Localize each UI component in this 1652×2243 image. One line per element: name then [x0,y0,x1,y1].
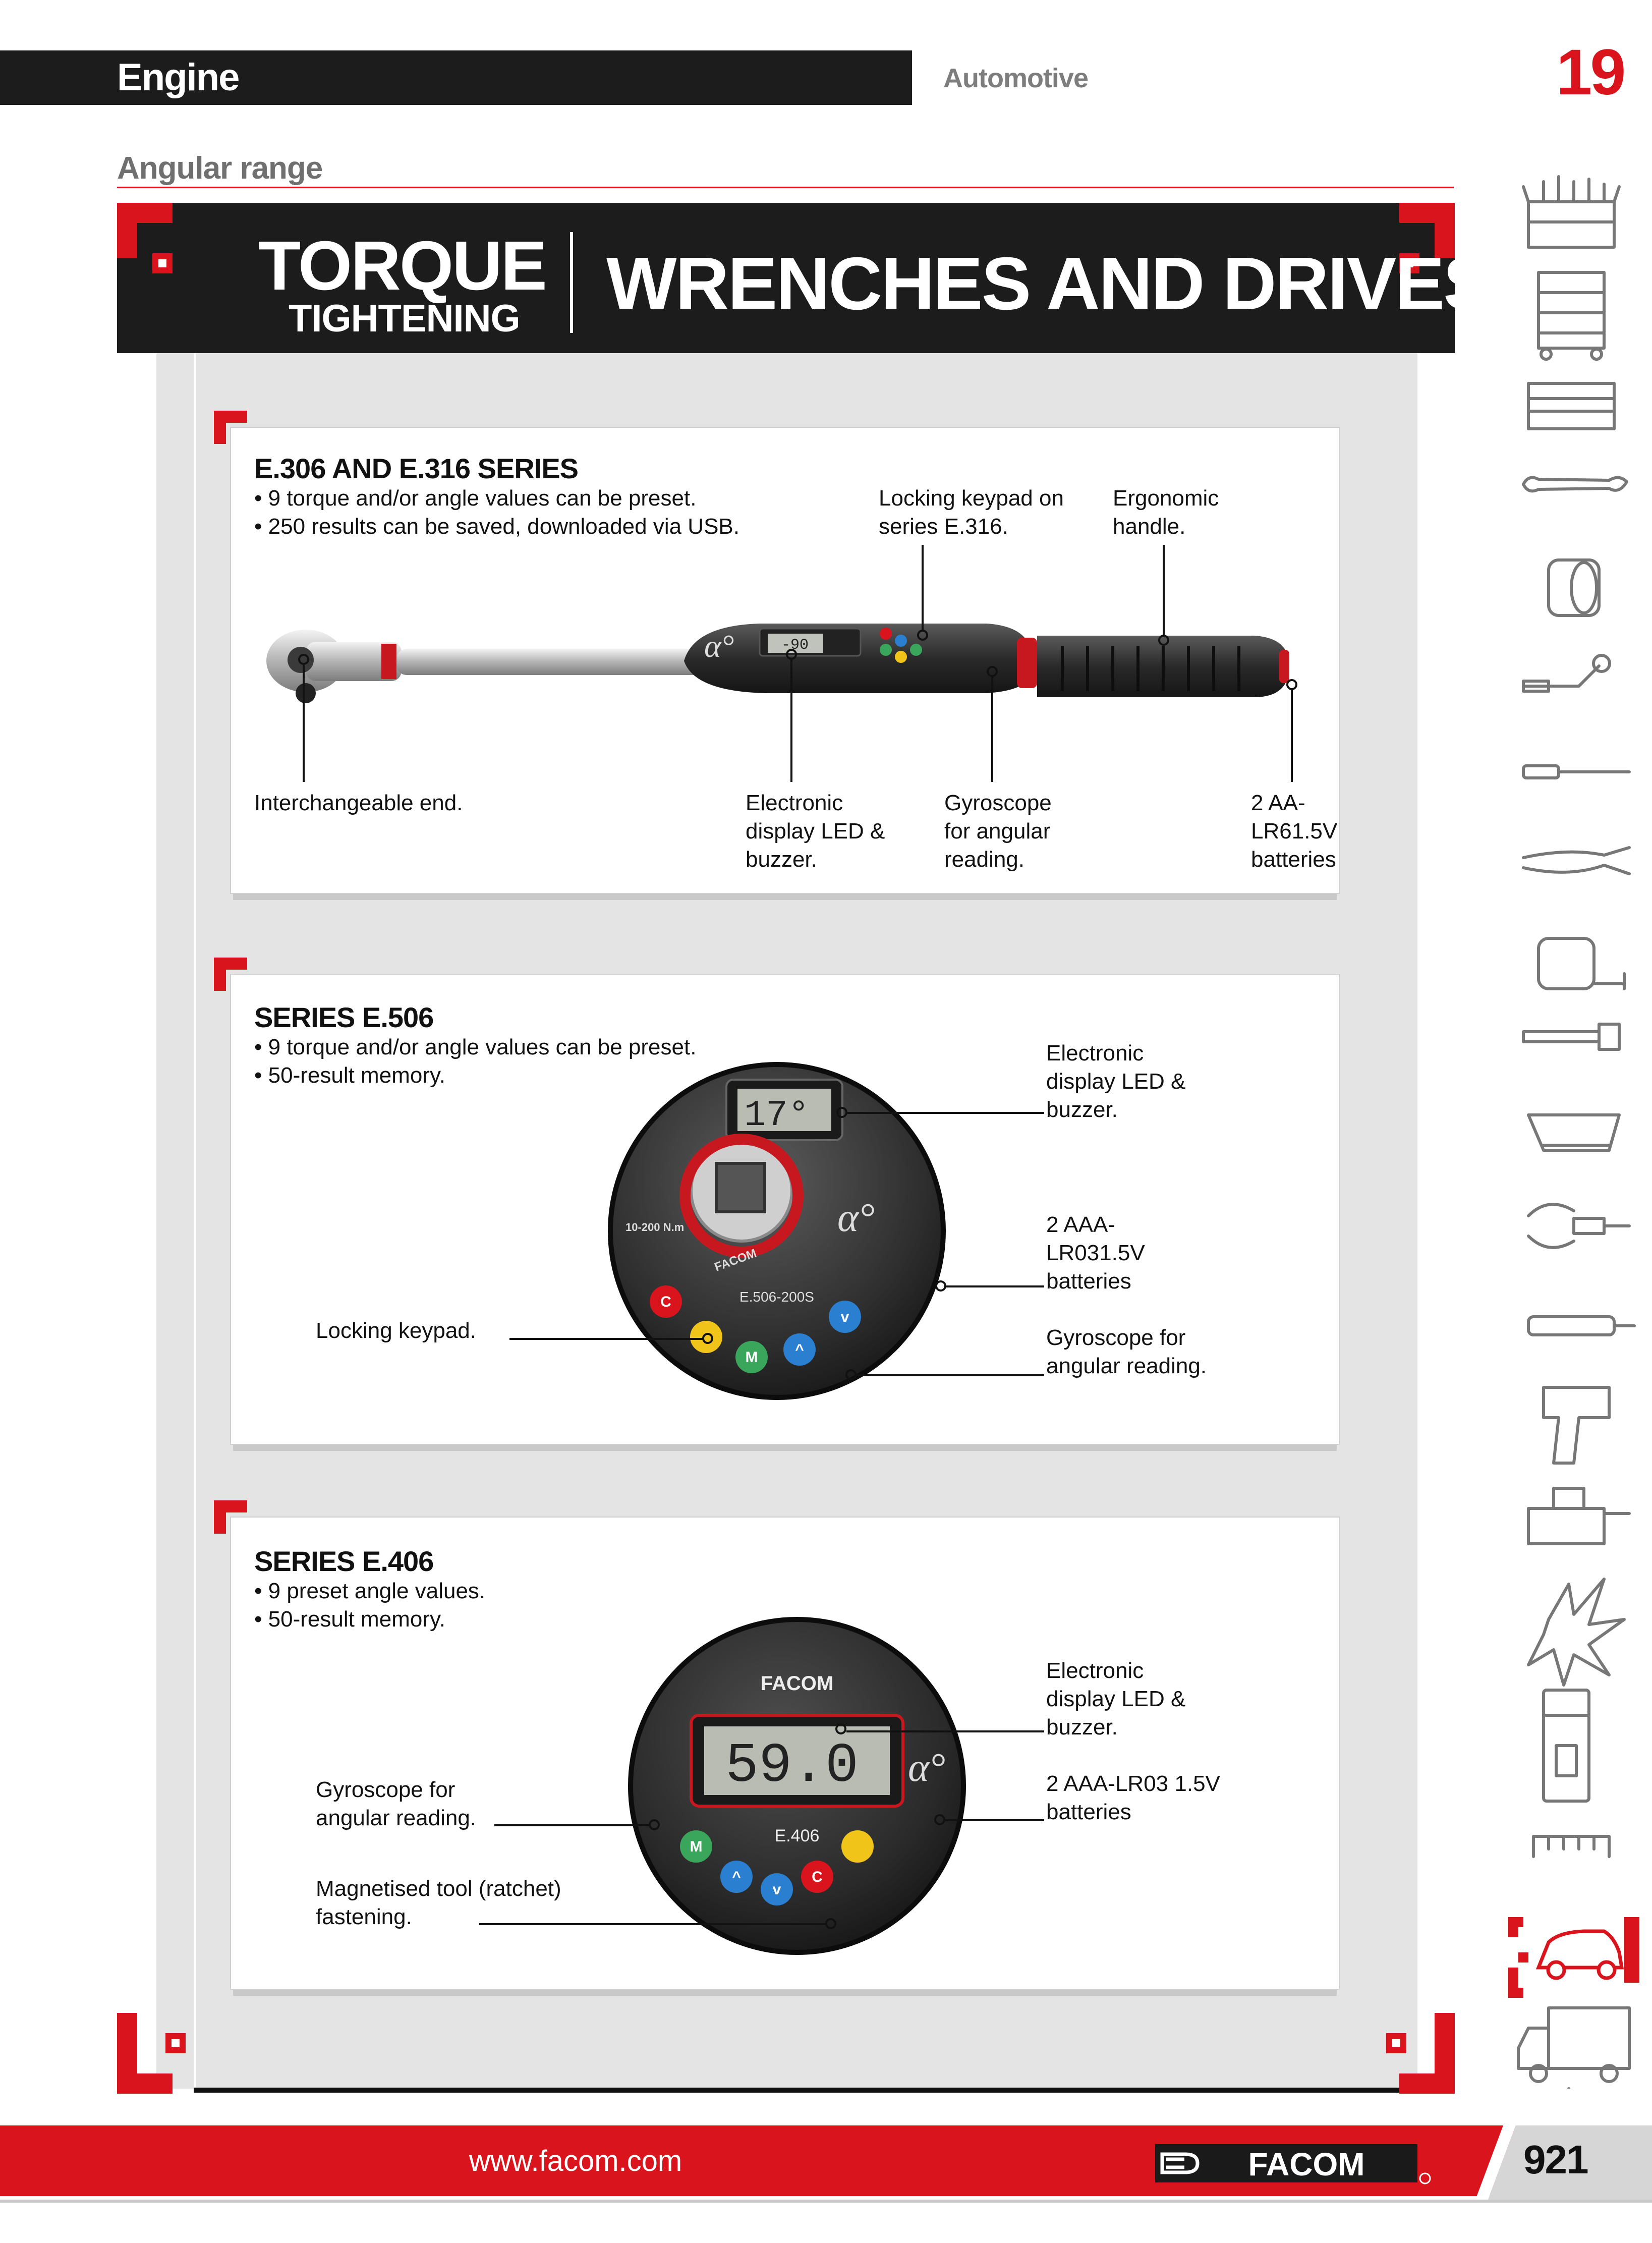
leader-line [1291,690,1293,782]
label-electronic-display: Electronic display LED & buzzer. [1046,1041,1186,1122]
leader-dot [1286,679,1297,690]
impact-wrench-icon [1544,1387,1609,1463]
banner-separator [570,232,573,333]
leader-dot [934,1814,945,1825]
e406-display-value: 59.0 [725,1735,859,1798]
section-title: Engine [117,56,239,99]
tester-icon [1528,1317,1634,1335]
e406-brand: FACOM [760,1672,834,1695]
bullet-item: • 50-result memory. [254,1607,445,1632]
e506-range: 10-200 N.m [625,1221,685,1233]
leader-line [479,1923,826,1925]
alpha-logo: α° [704,628,734,664]
leader-dot [298,654,309,665]
content-divider [194,353,196,2089]
leader-line [991,677,993,782]
panel-corner-mark [214,411,247,444]
facom-logo [1155,2139,1438,2190]
leader-dot [835,1723,846,1734]
label-interchangeable-end: Interchangeable end. [254,791,463,815]
leader-dot [836,1107,847,1118]
leader-dot [702,1333,713,1344]
toolbox-icon [1523,177,1619,247]
panel-title: SERIES E.506 [254,1001,434,1033]
label-gyroscope: Gyroscope for angular reading. [944,791,1052,872]
torque-wrench-illustration [230,585,1338,737]
leader-dot [649,1819,660,1830]
puller-icon [1528,1204,1629,1248]
label-electronic-display: Electronic display LED & buzzer. [746,791,885,872]
ratchet-icon [1523,655,1610,691]
panel-title: E.306 AND E.316 SERIES [254,453,579,484]
banner-tightening: TIGHTENING [289,297,520,340]
truck-icon [1518,2008,1629,2082]
screwdriver-icon [1523,766,1629,778]
footer-brand: FACOM [1248,2146,1365,2182]
e506-display-value: 17° [744,1095,810,1136]
tool-box-icon [1528,383,1614,429]
label-ergonomic-handle: Ergonomic handle. [1113,486,1219,539]
label-batteries: 2 AAA- LR031.5V batteries [1046,1212,1145,1294]
leader-line [509,1338,703,1340]
panel-title: SERIES E.406 [254,1545,434,1577]
category-label: Automotive [943,63,1088,93]
leader-line [946,1285,1044,1287]
panel-corner-mark [214,958,247,991]
label-batteries: 2 AAA-LR03 1.5V batteries [1046,1771,1220,1824]
vice-icon [1528,1488,1629,1544]
leader-line [847,1112,1044,1114]
tape-measure-icon [1539,938,1624,989]
label-electronic-display: Electronic display LED & buzzer. [1046,1658,1186,1740]
label-locking-keypad: Locking keypad on series E.316. [879,486,1064,539]
bullet-item: • 9 preset angle values. [254,1579,486,1603]
e406-model: E.406 [774,1826,820,1845]
wrench-icon [1523,478,1627,491]
safety-icon [1528,1579,1624,1685]
leader-line [945,1819,1044,1821]
leader-line [1163,545,1165,637]
leader-dot [1158,635,1169,646]
svg-text:C: C [812,1869,823,1885]
leader-line [846,1730,1044,1732]
leader-dot [987,666,998,677]
label-batteries: 2 AA- LR61.5V batteries [1251,791,1338,872]
chapter-number: 19 [1556,36,1624,108]
leader-line [790,660,792,782]
leader-line [857,1374,1044,1376]
e506-brand: FACOM [712,1246,759,1274]
category-sidebar [1508,172,1639,2089]
electrical-icon [1544,1690,1589,1801]
leader-dot [786,649,797,660]
bottom-corner-marks [117,2013,1455,2094]
e506-adapter-illustration [605,1054,969,1408]
label-gyroscope: Gyroscope for angular reading. [316,1777,477,1830]
e506-model: E.506-200S [739,1289,814,1305]
leader-line [494,1824,650,1826]
label-locking-keypad: Locking keypad. [316,1318,476,1343]
bullet-item: • 9 torque and/or angle values can be preset. [254,1035,697,1059]
alpha-logo: α° [837,1196,875,1240]
svg-text:M: M [690,1838,703,1855]
socket-icon [1549,560,1599,615]
banner-torque: TORQUE [258,227,546,305]
hacksaw-icon [1528,1115,1619,1150]
alpha-logo: α° [908,1746,945,1790]
leader-dot [845,1369,857,1380]
hammer-icon [1523,1024,1619,1049]
label-magnetised-fastening: Magnetised tool (ratchet) fastening. [316,1876,561,1929]
e406-adapter-illustration [615,1614,989,1968]
leader-dot [935,1280,946,1292]
svg-text:^: ^ [795,1341,804,1358]
label-gyroscope: Gyroscope for angular reading. [1046,1325,1207,1378]
svg-text:v: v [840,1309,849,1325]
svg-text:v: v [772,1881,781,1898]
svg-text:^: ^ [732,1869,741,1885]
page-number: 921 [1523,2137,1588,2182]
leader-dot [917,630,928,641]
panel-corner-mark [214,1500,247,1534]
svg-text:C: C [660,1294,671,1310]
svg-text:M: M [745,1349,758,1366]
wrench-display-value: -90 [781,637,809,654]
bullet-item: • 250 results can be saved, downloaded via USB. [254,514,739,539]
bullet-item: • 9 torque and/or angle values can be preset. [254,486,697,511]
bullet-item: • 50-result memory. [254,1063,445,1088]
subheader: Angular range [117,151,323,186]
pliers-icon [1523,848,1629,874]
footer-url[interactable]: www.facom.com [469,2145,682,2177]
tool-cabinet-icon [1539,272,1604,359]
banner-title: WRENCHES AND DRIVES [606,242,1492,325]
leader-dot [825,1918,836,1929]
handle-icon [1533,1836,1609,1857]
subheader-rule [117,187,1454,188]
leader-line [922,545,924,632]
footer-rule [0,2200,1652,2203]
leader-line [303,665,305,782]
car-icon [1508,1917,1639,1998]
